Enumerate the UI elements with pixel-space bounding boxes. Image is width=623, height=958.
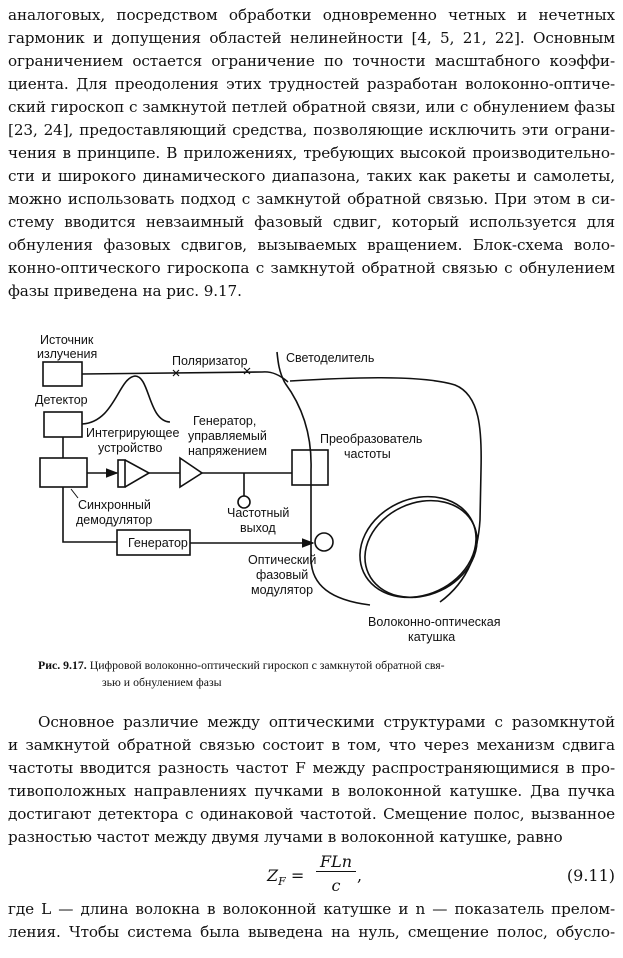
label-converter: Преобразователь bbox=[320, 432, 423, 446]
caption-text: зью и обнулением фазы bbox=[102, 675, 222, 689]
label-source: Источник bbox=[40, 333, 94, 347]
caption-label: Рис. 9.17. bbox=[38, 658, 87, 672]
text-line: где L — длина волокна в волоконной катушке и n — показатель прелом- bbox=[8, 900, 615, 918]
fiber-loop-outer bbox=[290, 378, 481, 602]
detector-box bbox=[44, 412, 82, 437]
label-vco: напряжением bbox=[188, 444, 267, 458]
label-modulator: модулятор bbox=[251, 583, 314, 597]
label-frequency-output: выход bbox=[240, 521, 276, 535]
text-line: сти и широкого динамического диапазона, таких как ракеты и самолеты, bbox=[8, 167, 615, 185]
vco-triangle bbox=[180, 458, 202, 487]
label-converter: частоты bbox=[344, 447, 391, 461]
label-integrator: Интегрирующее bbox=[86, 426, 180, 440]
eq-lhs-sub: F bbox=[278, 875, 286, 889]
equation-number: (9.11) bbox=[566, 866, 615, 885]
text-line: ский гироскоп с замкнутой петлей обратной связи, или с обнулением фазы bbox=[8, 98, 615, 116]
text-line: чения в принципе. В приложениях, требующих высокой производительно- bbox=[8, 144, 615, 162]
phase-modulator bbox=[315, 533, 333, 551]
text-line: можно использовать подход с замкнутой обратной связью. При этом в си- bbox=[8, 190, 615, 208]
text-line: стему вводится невзаимный фазовый сдвиг, который используется для bbox=[8, 213, 615, 231]
figure-caption bbox=[38, 657, 615, 674]
text-line: достигают детектора с одинаковой частотой. Смещение полос, вызванное bbox=[8, 805, 615, 823]
text-line: обнуления фазовых сдвигов, вызываемых вращением. Блок-схема воло- bbox=[8, 236, 615, 254]
fiber-coil bbox=[349, 483, 493, 615]
eq-denominator: c bbox=[331, 876, 341, 895]
label-demodulator: Синхронный bbox=[78, 498, 151, 512]
coupler-fiber bbox=[82, 376, 170, 424]
text-line: Основное различие между оптическими структурами с разомкнутой bbox=[38, 713, 615, 731]
text-line: [23, 24], предоставляющий средства, позволяющие исключить эти ограни- bbox=[8, 121, 615, 139]
text-line: ограничением остается ограничение по точности масштабного коэффи- bbox=[8, 52, 615, 70]
label-splitter: Светоделитель bbox=[286, 351, 375, 365]
label-coil: катушка bbox=[408, 630, 456, 644]
label-detector: Детектор bbox=[35, 393, 88, 407]
text-line: разностью частот между двумя лучами в волоконной катушке, равно bbox=[8, 828, 563, 846]
label-modulator: Оптический bbox=[248, 553, 317, 567]
label-vco: управляемый bbox=[188, 429, 267, 443]
label-integrator: устройство bbox=[98, 441, 163, 455]
sync-demodulator-box bbox=[40, 458, 87, 487]
light-source-box bbox=[43, 362, 82, 386]
label-vco: Генератор, bbox=[193, 414, 257, 428]
eq-numerator: FLn bbox=[319, 852, 353, 871]
label-source: излучения bbox=[37, 347, 98, 361]
label-polarizer: Поляризатор bbox=[172, 354, 248, 368]
text-line: и замкнутой обратной связью состоит в том, что через механизм сдвига bbox=[8, 736, 615, 754]
integrator-box bbox=[118, 460, 125, 487]
text-line: частоты вводится разность частот F между распространяющимися в про- bbox=[8, 759, 615, 777]
fiber-top bbox=[82, 372, 288, 382]
label-frequency-output: Частотный bbox=[227, 506, 290, 520]
text-line: гармоник и допущения областей нелинейности [4, 5, 21, 22]. Основным bbox=[8, 29, 615, 47]
text-line: фазы приведена на рис. 9.17. bbox=[8, 282, 242, 300]
label-demodulator: демодулятор bbox=[76, 513, 153, 527]
text-line: ления. Чтобы система была выведена на нуль, смещение полос, обусло- bbox=[8, 923, 615, 941]
gyroscope-block-diagram bbox=[0, 320, 623, 650]
integrator-triangle bbox=[125, 460, 149, 487]
text-line: конно-оптического гироскопа с замкнутой обратной связью с обнулением bbox=[8, 259, 615, 277]
label-coil: Волоконно-оптическая bbox=[368, 615, 501, 629]
text-line: аналоговых, посредством обработки одновременно четных и нечетных bbox=[8, 6, 615, 24]
caption-text: Цифровой волоконно-оптический гироскоп с замкнутой обратной свя- bbox=[89, 658, 445, 672]
text-line: циента. Для преодоления этих трудностей разработан волоконно-оптиче- bbox=[8, 75, 615, 93]
eq-lhs: Z bbox=[267, 866, 279, 885]
label-modulator: фазовый bbox=[256, 568, 309, 582]
frequency-converter-box bbox=[292, 450, 328, 485]
equation-9-11: $Z_F$ = FLn c , (9.11) bbox=[267, 852, 615, 895]
label-generator: Генератор bbox=[128, 536, 188, 550]
text-line: тивоположных направлениях пучками в волоконной катушке. Два пучка bbox=[8, 782, 615, 800]
